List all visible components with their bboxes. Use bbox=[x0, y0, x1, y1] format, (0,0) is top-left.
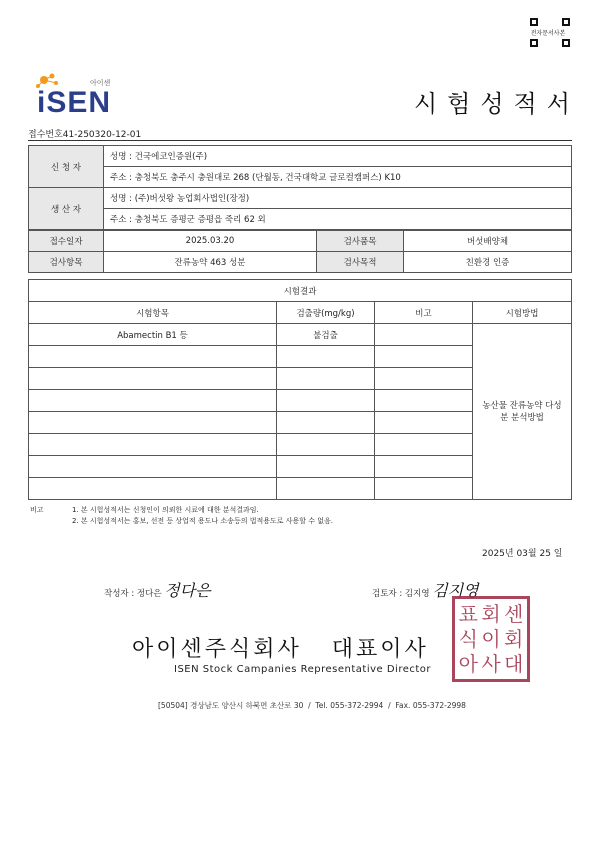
results-section-title: 시험결과 bbox=[29, 280, 572, 302]
author-signature: 정다은 bbox=[164, 581, 211, 600]
purpose-value: 친환경 인증 bbox=[404, 252, 572, 273]
seal-glyph: 센 bbox=[503, 601, 524, 626]
column-header-item: 시험항목 bbox=[29, 302, 277, 324]
qr-label: 전자문서사본 bbox=[530, 30, 566, 37]
seal-glyph: 이 bbox=[481, 626, 501, 651]
seal-glyph: 회 bbox=[503, 626, 524, 651]
applicant-name: 성명 : 건국에코인증원(주) bbox=[104, 146, 572, 167]
seal-glyph: 표 bbox=[458, 601, 478, 626]
reviewer-signature: 김지영 bbox=[432, 581, 479, 600]
test-items-value: 잔류농약 463 성분 bbox=[104, 252, 317, 273]
seal-glyph: 아 bbox=[458, 652, 478, 677]
receipt-number: 접수번호41-250320-12-01 bbox=[28, 130, 142, 140]
column-header-method: 시험방법 bbox=[473, 302, 572, 324]
column-header-note: 비고 bbox=[375, 302, 473, 324]
item-label: 검사품목 bbox=[317, 231, 404, 252]
company-logo: iSEN bbox=[37, 86, 112, 119]
producer-address: 주소 : 충청북도 증평군 증평읍 죽리 62 외 bbox=[104, 209, 572, 230]
seal-glyph: 대 bbox=[503, 652, 524, 677]
issue-date: 2025년 03월 25 일 bbox=[482, 549, 563, 559]
seal-glyph: 식 bbox=[458, 626, 478, 651]
remarks bbox=[30, 505, 333, 527]
author bbox=[104, 578, 211, 601]
company-name-english: ISEN Stock Campanies Representative Director bbox=[174, 664, 432, 675]
test-method: 농산물 잔류농약 다성분 분석방법 bbox=[473, 324, 572, 500]
item-value: 버섯배양체 bbox=[404, 231, 572, 252]
receipt-date: 2025.03.20 bbox=[104, 231, 317, 252]
applicant-label: 신 청 자 bbox=[29, 146, 104, 188]
qr-code bbox=[522, 18, 574, 47]
company-seal bbox=[452, 596, 530, 682]
receipt-date-label: 접수일자 bbox=[29, 231, 104, 252]
reviewer-label: 검토자 : 김지영 bbox=[372, 589, 430, 599]
company-name: 아이센주식회사 대표이사 bbox=[132, 637, 429, 662]
column-header-amount: 검출량(mg/kg) bbox=[277, 302, 375, 324]
logo-subtitle: 아이센 bbox=[90, 79, 111, 87]
result-note bbox=[375, 324, 473, 346]
applicant-address: 주소 : 충청북도 충주시 충원대로 268 (단월동, 건국대학교 글로컬캠퍼스) K10 bbox=[104, 167, 572, 188]
table-row bbox=[29, 324, 572, 346]
remark-line-2: 2. 본 시험성적서는 홍보, 선전 등 상업적 용도나 소송등의 법적용도로 사용할 수 없음. bbox=[72, 517, 333, 525]
divider bbox=[28, 140, 572, 141]
result-amount: 불검출 bbox=[277, 324, 375, 346]
info-table bbox=[28, 230, 572, 273]
result-item: Abamectin B1 등 bbox=[29, 324, 277, 346]
producer-name: 성명 : (주)버섯왕 농업회사법인(장정) bbox=[104, 188, 572, 209]
test-items-label: 검사항목 bbox=[29, 252, 104, 273]
remark-line-1: 1. 본 시험성적서는 신청인이 의뢰한 시료에 대한 분석결과임. bbox=[72, 506, 259, 514]
party-table bbox=[28, 145, 572, 230]
results-table bbox=[28, 279, 572, 500]
producer-label: 생 산 자 bbox=[29, 188, 104, 230]
document-title: 시험성적서 bbox=[414, 90, 580, 118]
purpose-label: 검사목적 bbox=[317, 252, 404, 273]
remarks-label: 비고 bbox=[30, 506, 44, 514]
company-address: [50504] 경상남도 양산시 하북면 초산로 30 / Tel. 055-372-2994 / Fax. 055-372-2998 bbox=[158, 701, 466, 710]
seal-glyph: 회 bbox=[481, 601, 501, 626]
seal-glyph: 사 bbox=[481, 652, 501, 677]
author-label: 작성자 : 정다은 bbox=[104, 589, 162, 599]
